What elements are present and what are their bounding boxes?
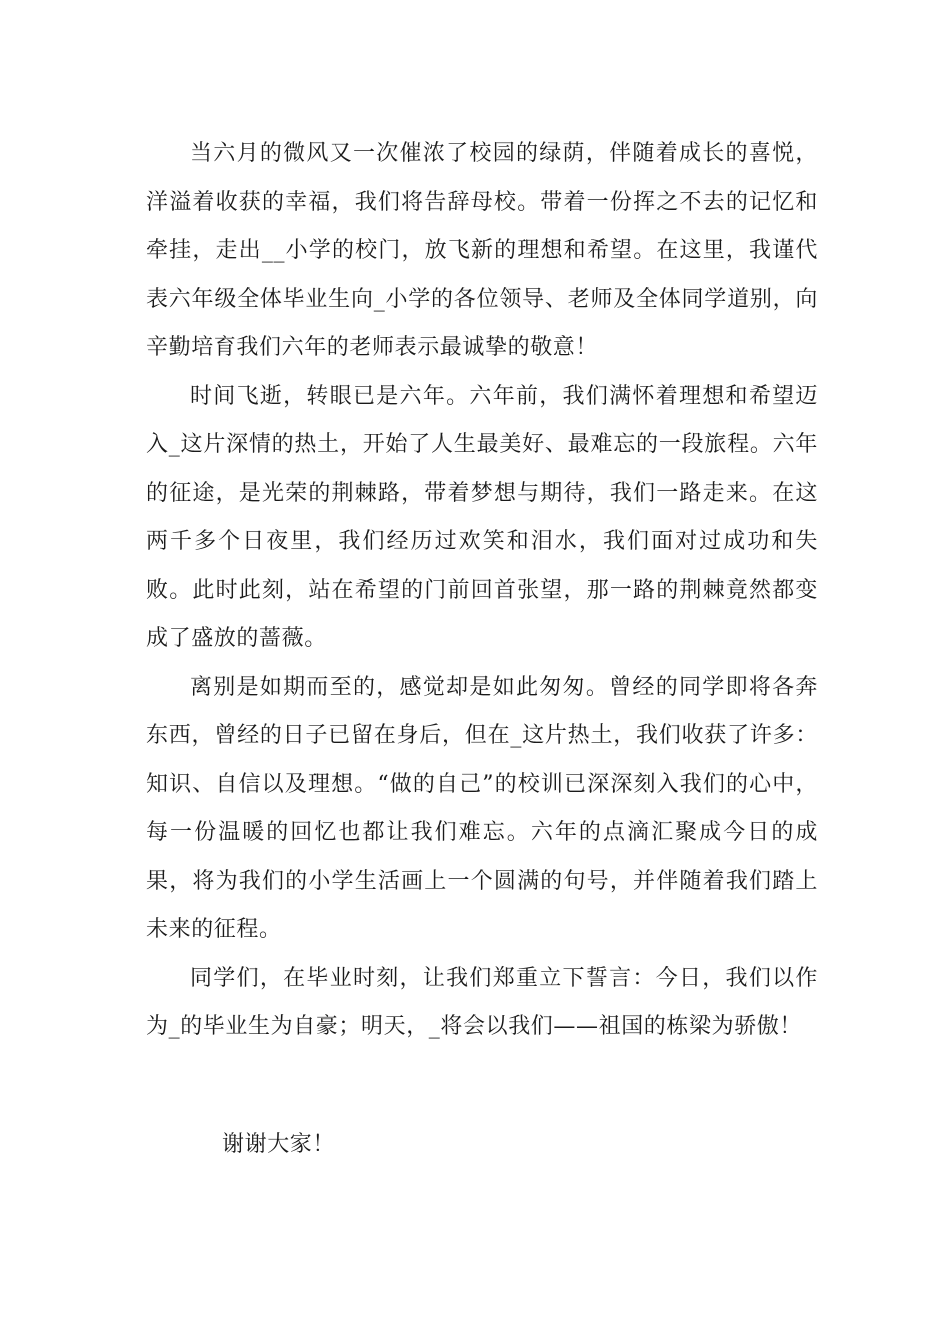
paragraph-3: 离别是如期而至的，感觉却是如此匆匆。曾经的同学即将各奔东西，曾经的日子已留在身后，但在_这片热土，我们收获了许多：知识、自信以及理想。“做的自己”的校训已深深刻入我们的心中，每一份温暖的回忆也都让我们难忘。六年的点滴汇聚成今日的成果，将为我们的小学生活画上一个圆满的句号，并伴随着我们踏上未来的征程。 (146, 674, 818, 942)
closing-line: 谢谢大家！ (222, 1132, 336, 1157)
speech-body (146, 130, 818, 1052)
paragraph-4: 同学们，在毕业时刻，让我们郑重立下誓言：今日，我们以作为_的毕业生为自豪；明天，_将会以我们——祖国的栋梁为骄傲！ (146, 965, 818, 1039)
paragraph-2: 时间飞逝，转眼已是六年。六年前，我们满怀着理想和希望迈入_这片深情的热土，开始了人生最美好、最难忘的一段旅程。六年的征途，是光荣的荆棘路，带着梦想与期待，我们一路走来。在这两千多个日夜里，我们经历过欢笑和泪水，我们面对过成功和失败。此时此刻，站在希望的门前回首张望，那一路的荆棘竟然都变成了盛放的蔷薇。 (146, 383, 818, 651)
paragraph-1: 当六月的微风又一次催浓了校园的绿荫，伴随着成长的喜悦，洋溢着收获的幸福，我们将告辞母校。带着一份挥之不去的记忆和牵挂，走出__小学的校门，放飞新的理想和希望。在这里，我谨代表六年级全体毕业生向_小学的各位领导、老师及全体同学道别，向辛勤培育我们六年的老师表示最诚挚的敬意！ (146, 141, 818, 360)
